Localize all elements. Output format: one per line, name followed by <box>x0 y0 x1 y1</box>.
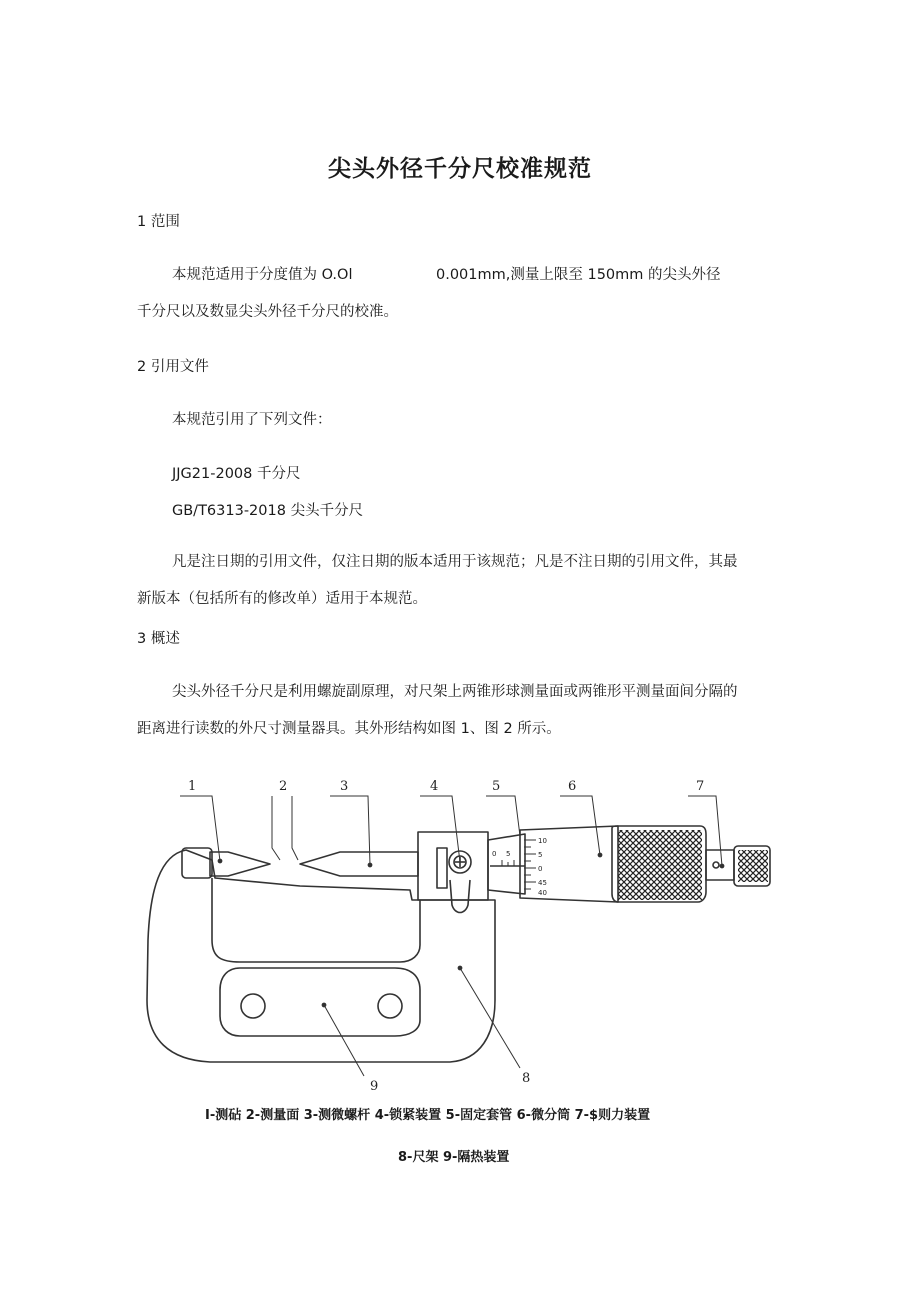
section-3-heading: 3 概述 <box>137 631 180 647</box>
section-2-intro: 本规范引用了下列文件： <box>172 412 332 428</box>
section-1-paragraph-line-2: 千分尺以及数显尖头外径千分尺的校准。 <box>137 304 398 320</box>
thimble-scale-45: 45 <box>538 879 547 887</box>
figure-label-8: 8 <box>522 1071 531 1086</box>
spindle <box>300 852 418 876</box>
figure-label-9: 9 <box>370 1079 379 1094</box>
thimble-scale-5: 5 <box>538 851 543 859</box>
page-title: 尖头外径千分尺校准规范 <box>328 156 592 182</box>
section-1-paragraph-part-b: 0.001mm,测量上限至 150mm 的尖头外径 <box>436 267 721 283</box>
section-1-paragraph-part-a: 本规范适用于分度值为 O.Ol <box>172 267 353 283</box>
thimble <box>520 826 618 902</box>
thimble-scale-0: 0 <box>538 865 543 873</box>
section-2-note-line-2: 新版本（包括所有的修改单）适用于本规范。 <box>137 591 427 607</box>
lock-housing <box>418 832 488 900</box>
figure-label-7: 7 <box>696 779 705 794</box>
figure-label-5: 5 <box>492 779 501 794</box>
thimble-scale-40: 40 <box>538 889 547 897</box>
thimble-scale-10: 10 <box>538 837 547 845</box>
lock-lever <box>450 880 470 913</box>
sleeve-scale-5: 5 <box>506 850 511 858</box>
section-1-heading: 1 范围 <box>137 214 180 230</box>
reference-jjg21: JJG21-2008 千分尺 <box>172 466 301 482</box>
insulation-pad <box>220 968 420 1036</box>
section-3-paragraph-line-2: 距离进行读数的外尺寸测量器具。其外形结构如图 1、图 2 所示。 <box>137 721 561 737</box>
sleeve-scale-0: 0 <box>492 850 497 858</box>
frame-inner <box>212 878 420 962</box>
figure-label-6: 6 <box>568 779 577 794</box>
section-3-paragraph-line-1: 尖头外径千分尺是利用螺旋副原理，对尺架上两锥形球测量面或两锥形平测量面间分隔的 <box>172 684 738 700</box>
frame-outer <box>147 850 495 1062</box>
anvil-boss <box>182 848 212 878</box>
section-2-heading: 2 引用文件 <box>137 359 209 375</box>
reference-gbt6313: GB/T6313-2018 尖头千分尺 <box>172 503 364 519</box>
figure-caption-line-2: 8-尺架 9-隔热装置 <box>398 1150 510 1165</box>
figure-label-2: 2 <box>279 779 288 794</box>
figure-label-1: 1 <box>188 779 197 794</box>
figure-label-4: 4 <box>430 779 439 794</box>
section-2-note-line-1: 凡是注日期的引用文件，仅注日期的版本适用于该规范；凡是不注日期的引用文件，其最 <box>172 554 738 570</box>
figure-label-3: 3 <box>340 779 349 794</box>
figure-caption-line-1: I-测砧 2-测量面 3-测微螺杆 4-锁紧装置 5-固定套管 6-微分筒 7-$则力装置 <box>205 1108 651 1123</box>
